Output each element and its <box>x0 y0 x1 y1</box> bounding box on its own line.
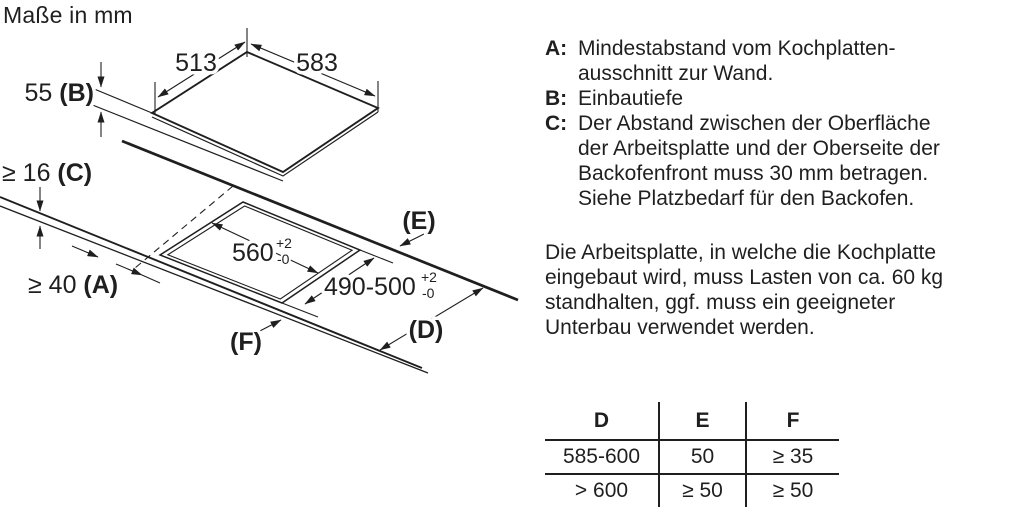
legend-item-C <box>545 111 1020 211</box>
legend-line: Backofenfront muss 30 mm betragen. <box>578 162 929 185</box>
table-cell: 50 <box>658 441 747 475</box>
dim-583-label: 583 <box>296 49 338 77</box>
legend-key: C: <box>545 112 568 135</box>
dim-40-arrow-1 <box>72 246 98 257</box>
table-col-header-F: F <box>747 402 839 441</box>
dim-490-ext-1 <box>360 250 393 263</box>
dim-490-tol-plus: +2 <box>421 269 437 285</box>
dim-490-label: 490-500 <box>324 273 416 301</box>
cooktop-body-bottom-line <box>90 104 283 181</box>
dim-560-label: 560 <box>232 239 274 267</box>
legend-key: A: <box>545 37 568 60</box>
dim-560-tol-minus: -0 <box>277 251 290 267</box>
page-title: Maße in mm <box>3 2 133 28</box>
cooktop-top-extension-line <box>87 86 152 113</box>
depth-dimension-B <box>25 62 101 137</box>
ref-D-label: (D) <box>408 316 444 344</box>
dim-513-label: 513 <box>175 49 217 77</box>
table-cell: ≥ 35 <box>747 441 839 475</box>
dim-490-ext-2 <box>282 303 318 317</box>
ref-E-label: (E) <box>402 207 436 235</box>
table-col-header-D: D <box>545 402 658 441</box>
cutout-depth-dimension <box>282 250 437 317</box>
legend-line: der Arbeitsplatte und der Oberseite der <box>578 137 940 160</box>
cutout-width-dimension <box>212 223 318 273</box>
dim-490-tol-minus: -0 <box>422 285 435 301</box>
load-note-line: standhalten, ggf. muss ein geeigneter <box>545 291 896 314</box>
legend-item-B <box>545 86 1020 111</box>
load-note <box>545 240 1020 340</box>
legend-line: Einbautiefe <box>578 87 684 110</box>
ref-F-label: (F) <box>230 328 262 356</box>
load-note-line: Die Arbeitsplatte, in welche die Kochplatte <box>545 241 937 264</box>
legend-key: B: <box>545 87 568 110</box>
legend-line: Siehe Platzbedarf für den Backofen. <box>578 187 915 210</box>
dim-560-tol-plus: +2 <box>276 235 292 251</box>
width-dimensions <box>155 28 378 114</box>
legend-line: ausschnitt zur Wand. <box>578 62 774 85</box>
table-cell: 585-600 <box>545 441 658 475</box>
dim-16-label: ≥ 16 (C) <box>2 159 93 187</box>
installation-diagram <box>0 0 535 382</box>
legend-line: Mindestabstand vom Kochplatten- <box>578 37 896 60</box>
load-note-line: eingebaut wird, muss Lasten von ca. 60 kg <box>545 266 944 289</box>
legend-item-A <box>545 36 1020 86</box>
table-cell: > 600 <box>574 479 629 502</box>
table-row <box>545 475 841 507</box>
dim-40-tail <box>142 275 160 283</box>
legend <box>545 36 1020 211</box>
table-row <box>545 441 841 475</box>
load-note-line: Unterbau verwendet werden. <box>545 316 815 339</box>
table-col-header-E: E <box>658 402 747 441</box>
wall-dashed-line <box>135 186 233 268</box>
clearance-table <box>545 402 841 507</box>
table-header-row <box>545 402 841 441</box>
dim-40-label: ≥ 40 (A) <box>28 271 119 299</box>
legend-line: Der Abstand zwischen der Oberfläche <box>578 112 931 135</box>
table-cell: ≥ 50 <box>772 479 814 502</box>
table-cell: ≥ 50 <box>658 475 747 507</box>
dim-55-label: 55 (B) <box>24 79 94 107</box>
ref-E-arrow <box>400 234 424 246</box>
